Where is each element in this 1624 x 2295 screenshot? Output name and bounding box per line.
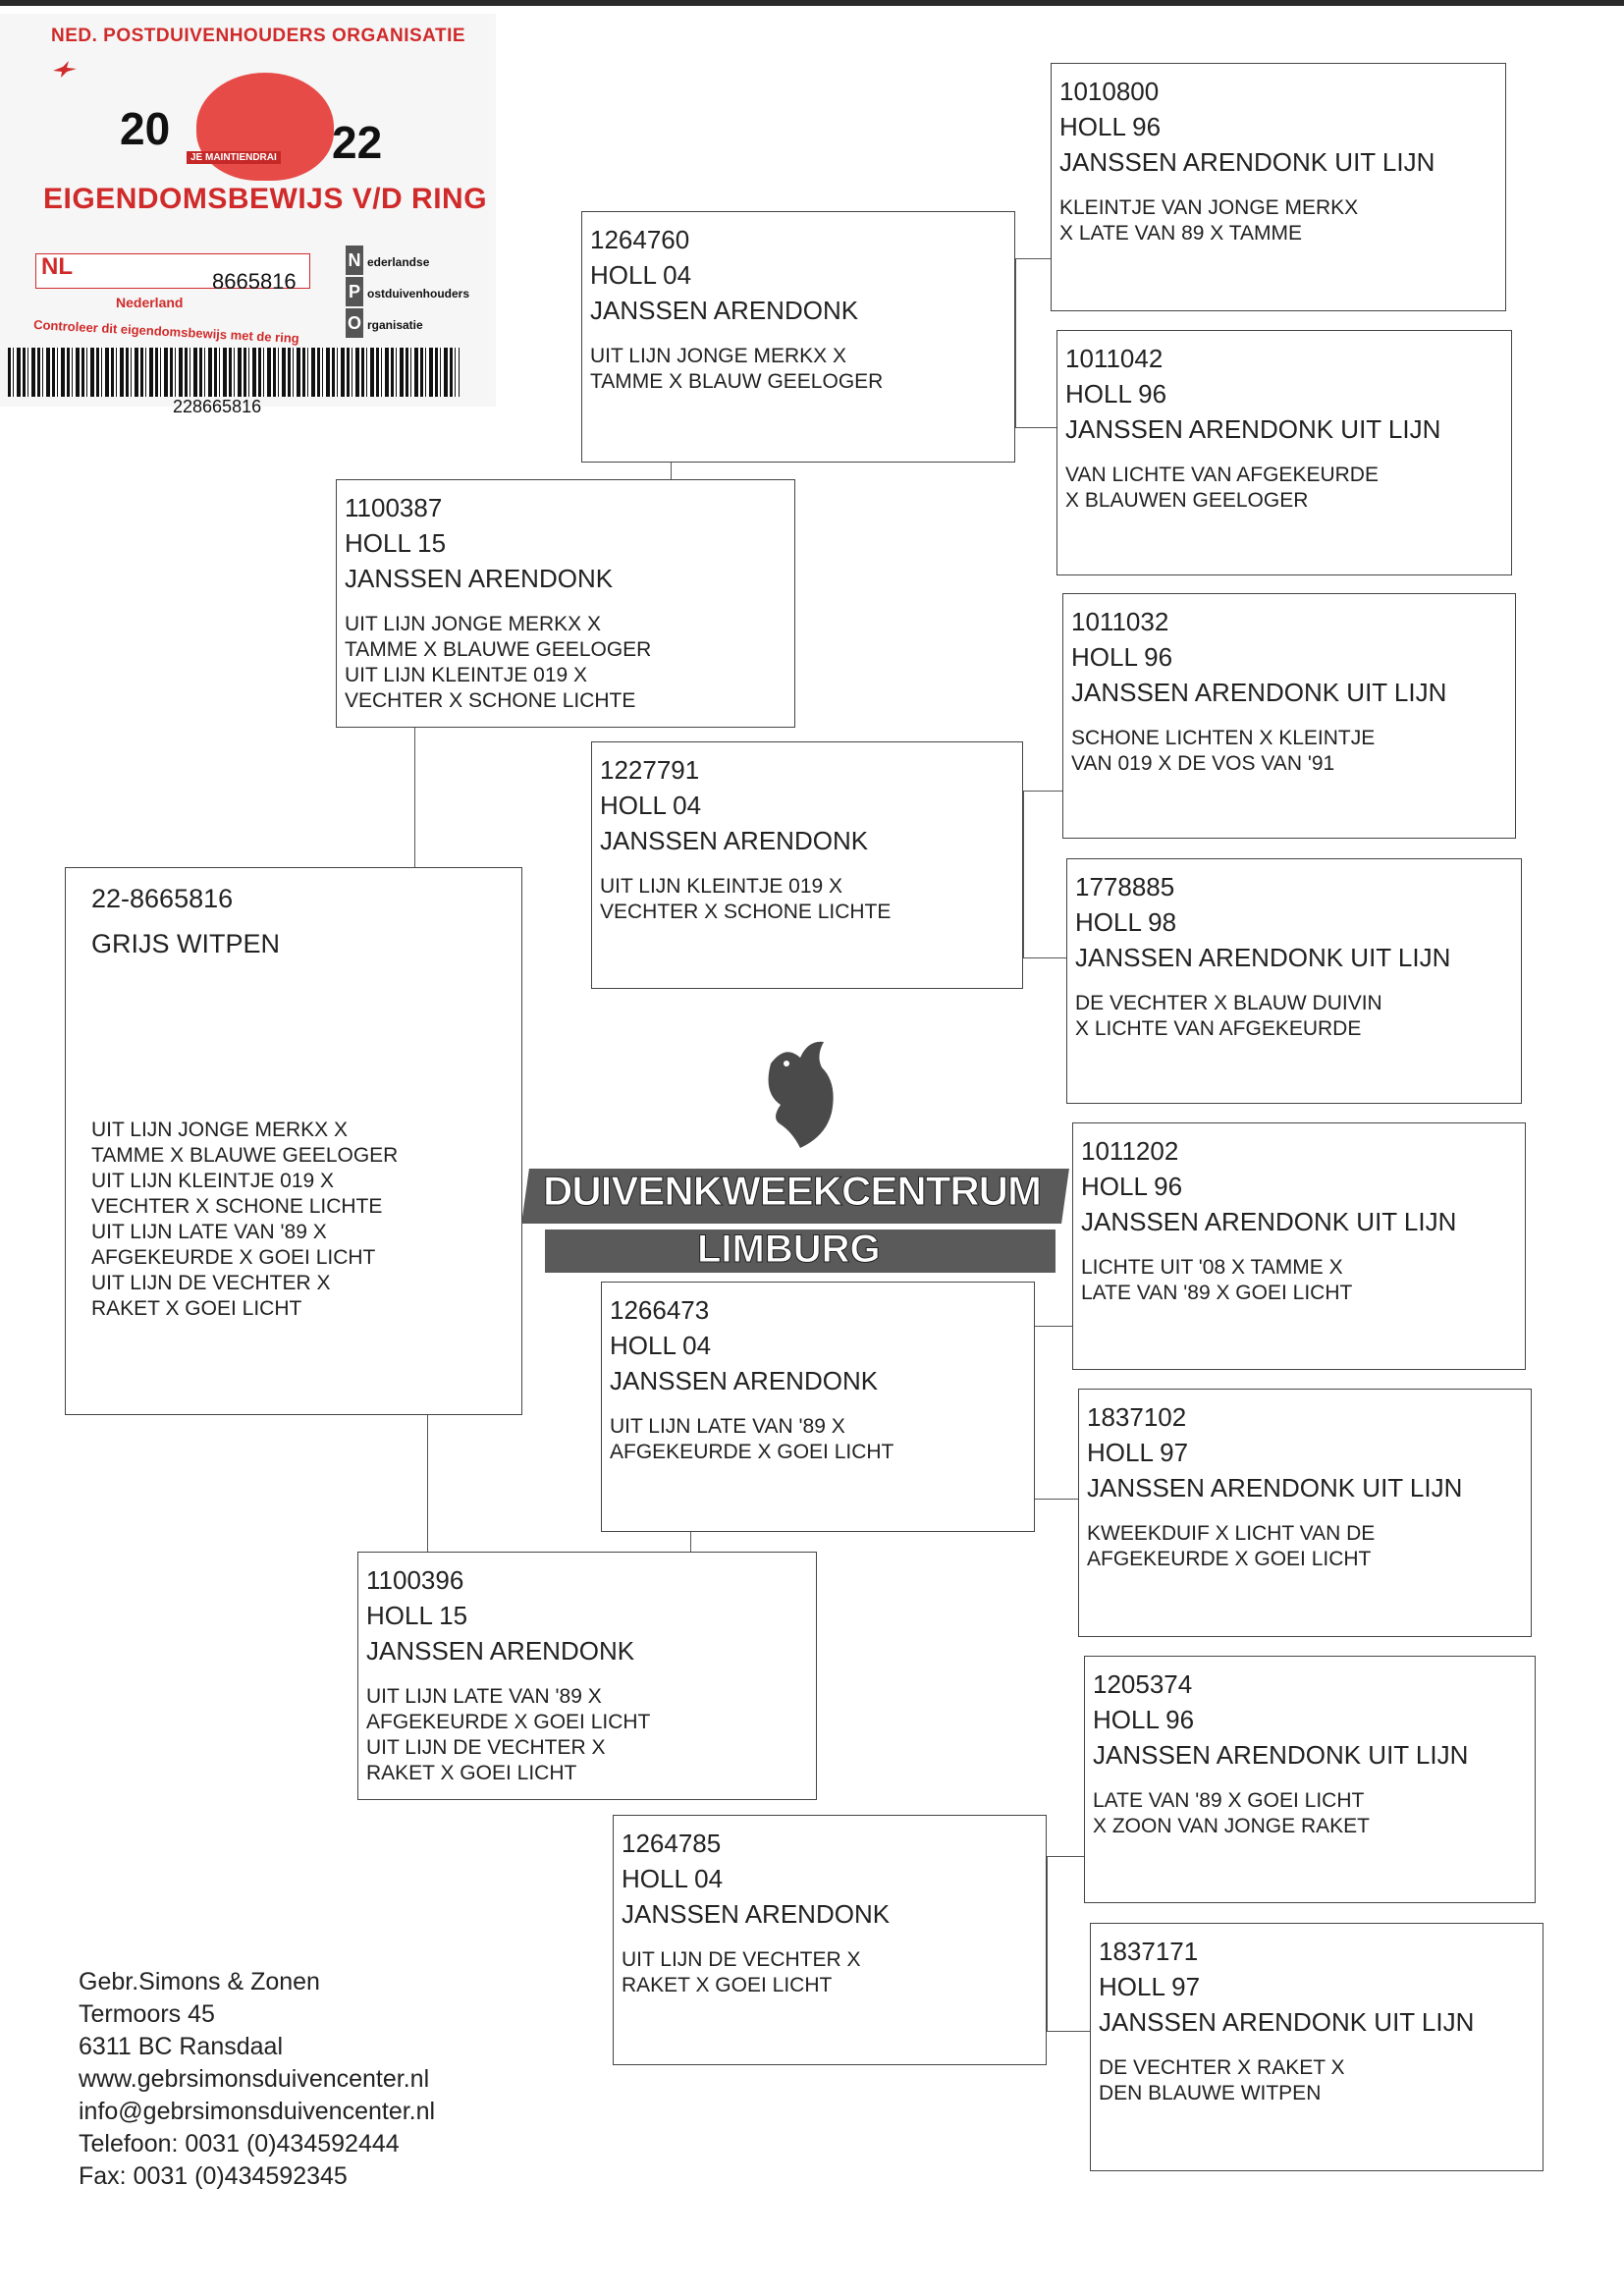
description: KWEEKDUIF X LICHT VAN DE AFGEKEURDE X GOEI LICHT	[1087, 1522, 1376, 1570]
origin: HOLL 04	[600, 791, 702, 820]
great-grandparent-box	[1056, 330, 1512, 575]
origin: HOLL 15	[345, 528, 447, 558]
strain: JANSSEN ARENDONK	[345, 564, 614, 593]
ring-number: 1837171	[1099, 1937, 1199, 1966]
origin: HOLL 04	[590, 260, 692, 290]
logo-line-2: LIMBURG	[697, 1228, 881, 1271]
year-right: 22	[332, 117, 383, 168]
great-grandparent-box	[1078, 1389, 1532, 1637]
country-code: NL	[41, 253, 73, 280]
card-country: Nederland	[116, 295, 184, 310]
ring-number: 1205374	[1093, 1669, 1193, 1699]
great-grandparent-box	[1084, 1656, 1536, 1903]
card-ring-number: 8665816	[212, 269, 297, 294]
connector-line	[671, 462, 672, 481]
description: KLEINTJE VAN JONGE MERKX X LATE VAN 89 X TAMME	[1059, 196, 1359, 245]
great-grandparent-box	[1062, 593, 1516, 839]
lion-emblem	[196, 73, 334, 181]
connector-line	[1033, 1499, 1078, 1500]
subject-ring: 22-8665816	[91, 884, 234, 913]
contact-email[interactable]: info@gebrsimonsduivencenter.nl	[79, 2098, 436, 2125]
strain: JANSSEN ARENDONK UIT LIJN	[1075, 943, 1451, 972]
ring-number: 1100396	[366, 1565, 464, 1595]
origin: HOLL 96	[1065, 379, 1167, 409]
ring-number: 1011042	[1065, 344, 1164, 373]
dove-icon	[741, 1034, 849, 1152]
origin: HOLL 97	[1099, 1972, 1201, 2001]
origin: HOLL 04	[622, 1864, 724, 1893]
great-grandparent-box	[1051, 63, 1506, 311]
dove-icon	[51, 59, 79, 79]
strain: JANSSEN ARENDONK	[600, 826, 869, 855]
origin: HOLL 96	[1081, 1172, 1183, 1201]
organisation-name: NED. POSTDUIVENHOUDERS ORGANISATIE	[51, 26, 466, 46]
barcode	[8, 348, 460, 397]
strain: JANSSEN ARENDONK UIT LIJN	[1087, 1473, 1463, 1503]
great-grandparent-box	[1066, 858, 1522, 1104]
check-notice: Controleer dit eigendomsbewijs met de ring	[32, 316, 300, 347]
ownership-card	[0, 14, 496, 416]
origin: HOLL 15	[366, 1601, 468, 1630]
ring-number: 1011202	[1081, 1136, 1179, 1166]
contact-block	[79, 1966, 435, 2193]
origin: HOLL 96	[1093, 1705, 1195, 1734]
strain: JANSSEN ARENDONK	[622, 1899, 891, 1929]
subject-color: GRIJS WITPEN	[91, 929, 281, 958]
card-title: EIGENDOMSBEWIJS V/D RING	[43, 183, 488, 215]
ring-number: 1266473	[610, 1295, 710, 1325]
parent-box	[357, 1552, 817, 1800]
origin: HOLL 96	[1059, 112, 1162, 141]
connector-line	[414, 727, 415, 870]
description: UIT LIJN JONGE MERKX X TAMME X BLAUWE GEELOGER UIT LIJN KLEINTJE 019 X VECHTER X SCHONE LICHTE	[345, 613, 652, 712]
connector-line	[1015, 427, 1056, 428]
connector-line	[1033, 1326, 1072, 1327]
connector-line	[1015, 258, 1016, 427]
breeder-logo	[525, 1026, 1065, 1282]
description: LATE VAN '89 X GOEI LICHT X ZOON VAN JONGE RAKET	[1093, 1789, 1370, 1837]
strain: JANSSEN ARENDONK UIT LIJN	[1099, 2007, 1475, 2037]
strain: JANSSEN ARENDONK UIT LIJN	[1081, 1207, 1457, 1236]
description: UIT LIJN JONGE MERKX X TAMME X BLAUW GEELOGER	[590, 345, 884, 393]
strain: JANSSEN ARENDONK	[590, 296, 859, 325]
connector-line	[1047, 1856, 1084, 1857]
subject-box	[65, 867, 522, 1415]
contact-city: 6311 BC Ransdaal	[79, 2033, 284, 2060]
ring-number: 1227791	[600, 755, 700, 785]
connector-line	[1023, 957, 1066, 958]
ring-number: 1264760	[590, 225, 690, 254]
grandparent-box	[613, 1815, 1047, 2065]
motto: JE MAINTIENDRAI	[187, 151, 281, 164]
description: LICHTE UIT '08 X TAMME X LATE VAN '89 X GOEI LICHT	[1081, 1256, 1353, 1304]
subject-description: UIT LIJN JONGE MERKX X TAMME X BLAUWE GEELOGER UIT LIJN KLEINTJE 019 X VECHTER X SCHONE LICHTE UIT LIJN LATE VAN '89 X AFGEKEURDE X GOEI LICHT UIT LIJN DE VECHTER X RAKET X GOEI LICHT	[91, 1119, 399, 1320]
origin: HOLL 96	[1071, 642, 1173, 672]
description: UIT LIJN DE VECHTER X RAKET X GOEI LICHT	[622, 1948, 861, 1996]
origin: HOLL 98	[1075, 907, 1177, 937]
ring-number: 1264785	[622, 1829, 722, 1858]
barcode-number: 228665816	[173, 397, 262, 416]
ring-number: 1011032	[1071, 607, 1169, 636]
logo-line-1: DUIVENKWEEKCENTRUM	[543, 1168, 1041, 1214]
contact-fax: Fax: 0031 (0)434592345	[79, 2162, 348, 2190]
contact-name: Gebr.Simons & Zonen	[79, 1968, 320, 1995]
description: SCHONE LICHTEN X KLEINTJE VAN 019 X DE VOS VAN '91	[1071, 727, 1376, 775]
connector-line	[1047, 1856, 1048, 2031]
ring-number: 1837102	[1087, 1402, 1187, 1432]
connector-line	[1047, 2031, 1090, 2032]
scan-edge	[0, 0, 1624, 6]
great-grandparent-box	[1090, 1923, 1543, 2171]
strain: JANSSEN ARENDONK UIT LIJN	[1093, 1740, 1469, 1770]
connector-line	[427, 1409, 428, 1557]
grandparent-box	[581, 211, 1015, 463]
origin: HOLL 97	[1087, 1438, 1189, 1467]
description: DE VECHTER X BLAUW DUIVIN X LICHTE VAN AFGEKEURDE	[1075, 992, 1382, 1040]
grandparent-box	[591, 741, 1023, 989]
description: UIT LIJN LATE VAN '89 X AFGEKEURDE X GOEI LICHT UIT LIJN DE VECHTER X RAKET X GOEI LICHT	[366, 1685, 651, 1784]
strain: JANSSEN ARENDONK UIT LIJN	[1071, 678, 1447, 707]
ring-number: 1010800	[1059, 77, 1160, 106]
great-grandparent-box	[1072, 1122, 1526, 1370]
connector-line	[1023, 791, 1062, 792]
parent-box	[336, 479, 795, 728]
description: VAN LICHTE VAN AFGEKEURDE X BLAUWEN GEELOGER	[1065, 464, 1379, 512]
year-left: 20	[120, 103, 171, 154]
origin: HOLL 04	[610, 1331, 712, 1360]
connector-line	[1015, 258, 1051, 259]
contact-phone: Telefoon: 0031 (0)434592444	[79, 2130, 400, 2158]
grandparent-box	[601, 1282, 1035, 1532]
description: DE VECHTER X RAKET X DEN BLAUWE WITPEN	[1099, 2056, 1345, 2104]
strain: JANSSEN ARENDONK UIT LIJN	[1059, 147, 1435, 177]
ring-number: 1100387	[345, 493, 443, 522]
connector-line	[1023, 791, 1024, 957]
strain: JANSSEN ARENDONK	[366, 1636, 635, 1666]
strain: JANSSEN ARENDONK	[610, 1366, 879, 1395]
description: UIT LIJN LATE VAN '89 X AFGEKEURDE X GOEI LICHT	[610, 1415, 894, 1463]
npo-logo: N ederlandse P ostduivenhouders O rganisatie	[346, 246, 469, 340]
contact-website[interactable]: www.gebrsimonsduivencenter.nl	[79, 2065, 430, 2093]
description: UIT LIJN KLEINTJE 019 X VECHTER X SCHONE LICHTE	[600, 875, 892, 923]
strain: JANSSEN ARENDONK UIT LIJN	[1065, 414, 1441, 444]
contact-street: Termoors 45	[79, 2000, 215, 2028]
ring-number: 1778885	[1075, 872, 1175, 902]
